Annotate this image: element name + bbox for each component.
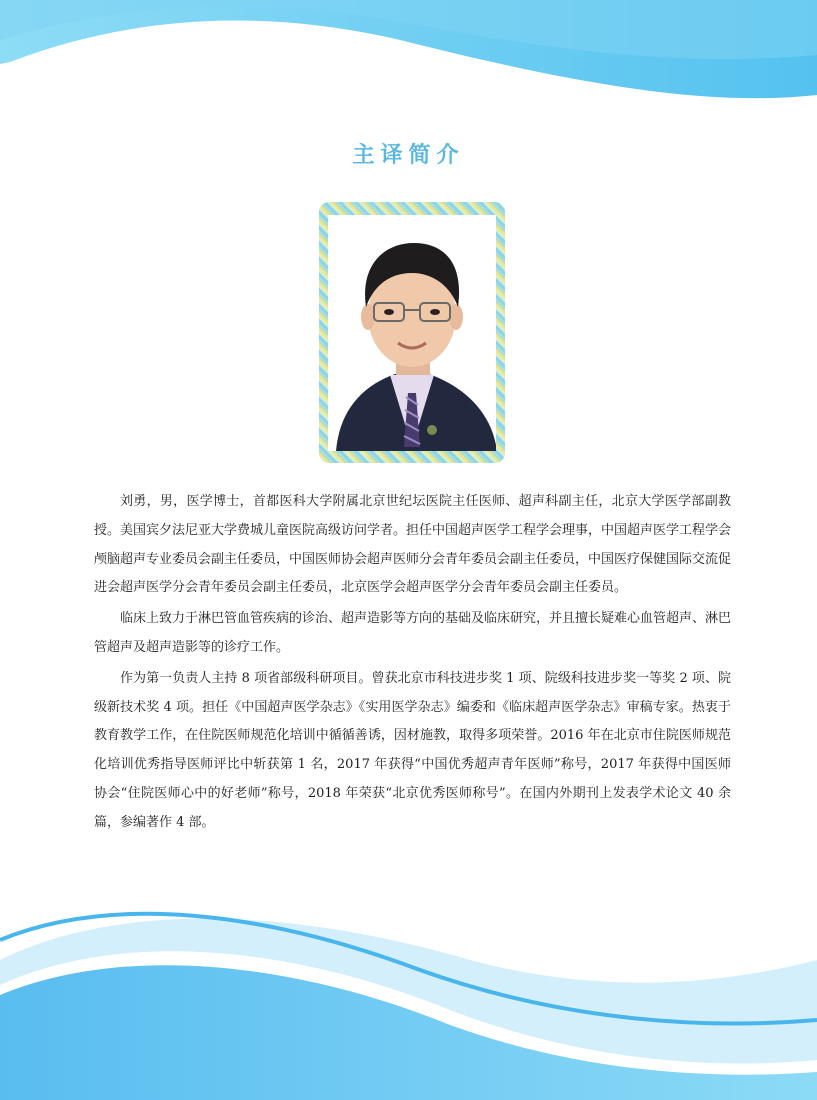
page-title: 主译简介 bbox=[352, 143, 465, 168]
portrait-photo bbox=[328, 215, 496, 451]
bio-text bbox=[94, 488, 731, 840]
bio-paragraph-2: 临床上致力于淋巴管血管疾病的诊治、超声造影等方向的基础及临床研究，并且擅长疑难心血管超声、淋巴管超声及超声造影等的诊疗工作。 bbox=[94, 611, 732, 655]
top-wave-decoration bbox=[0, 0, 817, 110]
portrait-frame bbox=[319, 202, 505, 463]
portrait-icon bbox=[328, 215, 496, 451]
bio-paragraph-3: 作为第一负责人主持 8 项省部级科研项目。曾获北京市科技进步奖 1 项、院级科技进步奖一等奖 2 项、院级新技术奖 4 项。担任《中国超声医学杂志》《实用医学杂志》编委和《临床超声医学杂志》审稿专家。热衷于教育教学工作，在住院医师规范化培训中循循善诱，因材施教，取得多项荣誉。2016 年在北京市住院医师规范化培训优秀指导医师评比中斩获第 1 名，2017 年获得“中国优秀超声青年医师”称号，2017 年获得中国医师协会“住院医师心中的好老师”称号，2018 年荣获“北京优秀医师称号”。在国内外期刊上发表学术论文 40 余篇，参编著作 4 部。 bbox=[94, 670, 731, 830]
bottom-wave-decoration bbox=[0, 900, 817, 1100]
bio-paragraph-1: 刘勇，男，医学博士，首都医科大学附属北京世纪坛医院主任医师、超声科副主任，北京大学医学部副教授。美国宾夕法尼亚大学费城儿童医院高级访问学者。担任中国超声医学工程学会理事，中国超声医学工程学会颅脑超声专业委员会副主任委员，中国医师协会超声医师分会青年委员会副主任委员，中国医疗保健国际交流促进会超声医学分会青年委员会副主任委员，北京医学会超声医学分会青年委员会副主任委员。 bbox=[94, 494, 732, 596]
